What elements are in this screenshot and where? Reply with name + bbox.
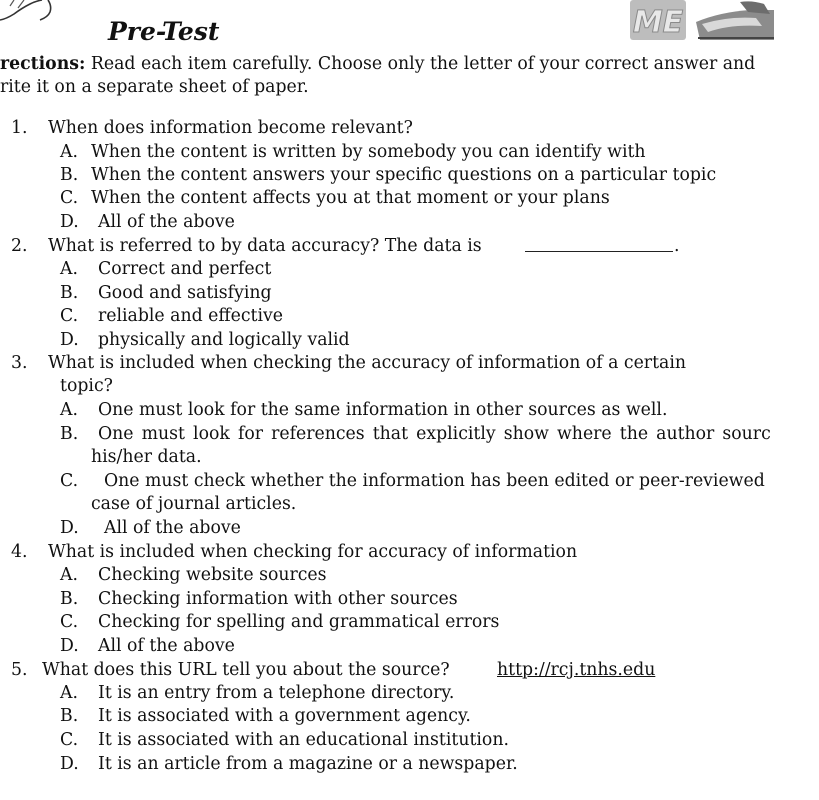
option-text: Checking information with other sources — [98, 589, 458, 609]
question-text-cont: topic? — [60, 376, 113, 396]
me-logo-illustration — [630, 0, 780, 46]
question-text: What is included when checking for accuracy of information — [48, 542, 578, 562]
directions-text-1: Read each item carefully. Choose only the letter of your correct answer and — [90, 54, 756, 74]
option-text: reliable and effective — [98, 306, 284, 326]
option-text: It is associated with an educational institution. — [98, 730, 509, 750]
option-letter: A. — [60, 683, 78, 703]
option-letter: B. — [60, 706, 79, 726]
question-number: 1. — [11, 118, 28, 138]
page-title: Pre-Test — [108, 17, 220, 46]
option-text: Correct and perfect — [98, 259, 272, 279]
option-letter: B. — [60, 283, 79, 303]
directions-line-2: rite it on a separate sheet of paper. — [0, 77, 309, 97]
question-number: 4. — [11, 542, 28, 562]
option-letter: D. — [60, 518, 79, 538]
option-text: One must look for the same information in other sources as well. — [98, 400, 668, 420]
option-text: It is associated with a government agency. — [98, 706, 471, 726]
question-number: 3. — [11, 353, 28, 373]
option-text: One must look for references that explicitly show where the author sourc — [98, 424, 771, 444]
question-text: What is included when checking the accuracy of information of a certain — [48, 353, 686, 373]
option-text-cont: his/her data. — [91, 447, 202, 467]
option-letter: D. — [60, 754, 79, 774]
option-text: Good and satisfying — [98, 283, 272, 303]
question-end-punct: . — [674, 236, 680, 256]
option-letter: C. — [60, 612, 79, 632]
option-text: It is an article from a magazine or a newspaper. — [98, 754, 518, 774]
question-text: When does information become relevant? — [48, 118, 413, 138]
source-url: http://rcj.tnhs.edu — [497, 660, 656, 680]
option-letter: A. — [60, 259, 78, 279]
badge-text: ME — [632, 5, 684, 40]
option-text: physically and logically valid — [98, 330, 350, 350]
option-letter: B. — [60, 589, 79, 609]
directions-label: rections: — [0, 54, 86, 74]
option-text: One must check whether the information has been edited or peer-reviewed — [104, 471, 765, 491]
option-letter: A. — [60, 565, 78, 585]
option-text: When the content is written by somebody you can identify with — [91, 142, 646, 162]
question-number: 2. — [11, 236, 28, 256]
option-text: All of the above — [98, 212, 235, 232]
option-letter: C. — [60, 730, 79, 750]
option-letter: C. — [60, 306, 79, 326]
option-text: When the content answers your specific questions on a particular topic — [91, 165, 717, 185]
option-text: It is an entry from a telephone directory. — [98, 683, 455, 703]
corner-illustration — [0, 0, 70, 22]
option-letter: C. — [60, 471, 79, 491]
question-number: 5. — [11, 660, 28, 680]
option-text: When the content affects you at that moment or your plans — [91, 188, 610, 208]
directions-line-1 — [0, 53, 755, 75]
option-letter: B. — [60, 424, 79, 444]
option-text: Checking for spelling and grammatical errors — [98, 612, 500, 632]
option-text: All of the above — [104, 518, 241, 538]
option-text: Checking website sources — [98, 565, 327, 585]
option-letter: A. — [60, 142, 78, 162]
answer-blank — [525, 250, 673, 252]
option-letter: D. — [60, 212, 79, 232]
question-text: What does this URL tell you about the source? — [42, 660, 450, 680]
option-letter: A. — [60, 400, 78, 420]
option-letter: D. — [60, 330, 79, 350]
option-letter: B. — [60, 165, 79, 185]
option-letter: C. — [60, 188, 79, 208]
option-text-cont: case of journal articles. — [91, 494, 297, 514]
question-text: What is referred to by data accuracy? The data is — [48, 236, 482, 256]
option-letter: D. — [60, 636, 79, 656]
option-text: All of the above — [98, 636, 235, 656]
